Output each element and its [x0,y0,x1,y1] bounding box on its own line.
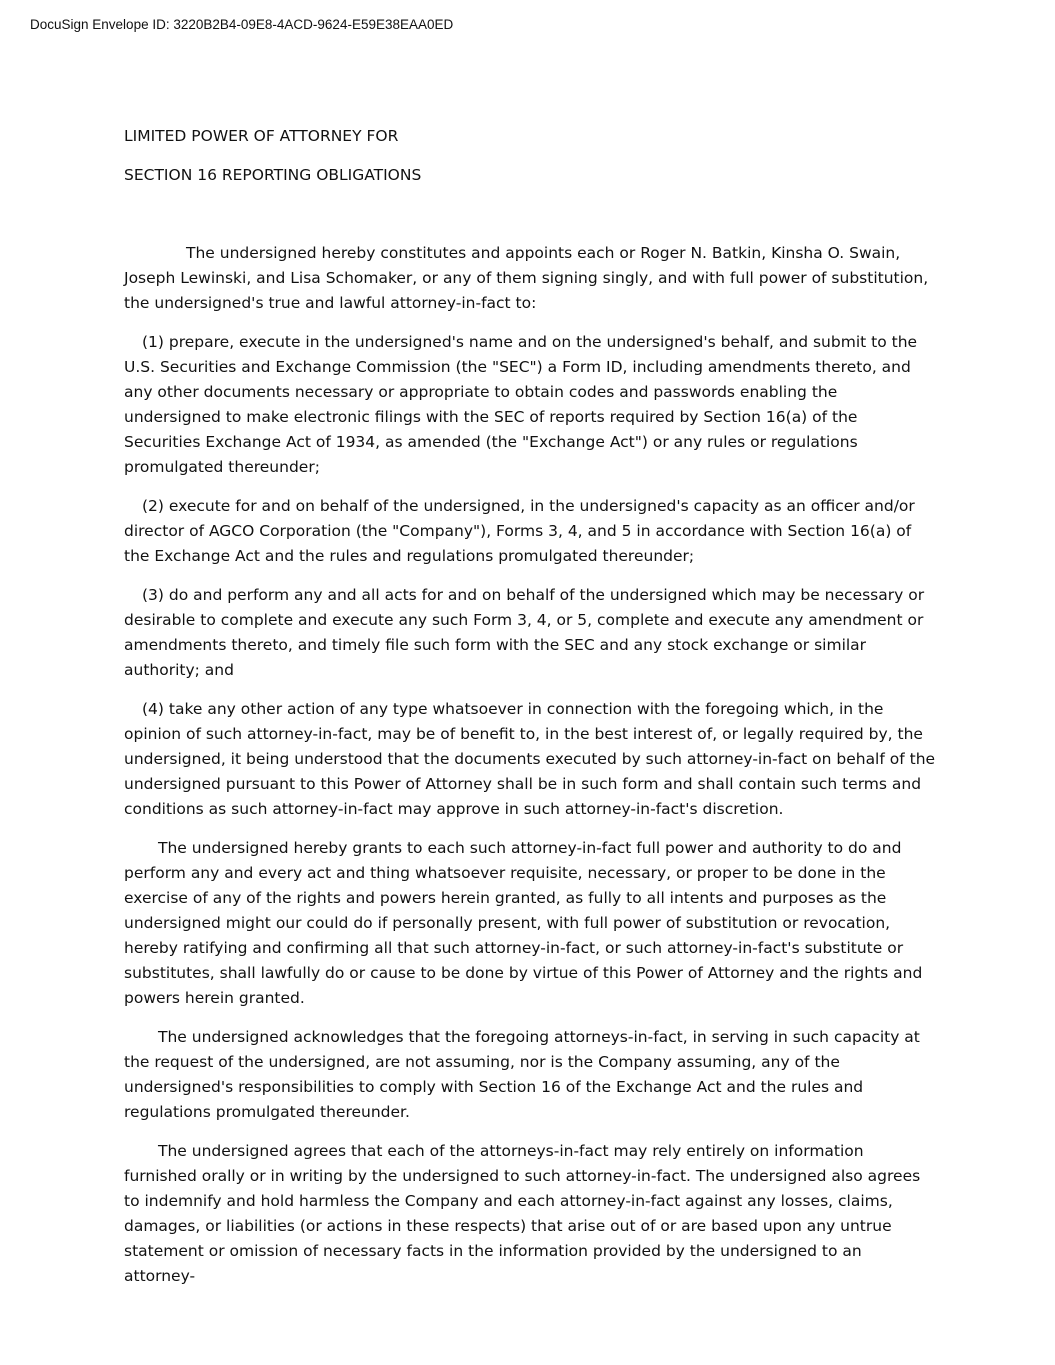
clause-4-paragraph: (4) take any other action of any type whatsoever in connection with the foregoing which, in the opinion of such attorney-in-fact, may be of benefit to, in the best interest of, or legally required by, the undersigned, it being understood that the documents executed by such attorney-in-fact on behalf of the undersigned pursuant to this Power of Attorney shall be in such form and shall contain such terms and conditions as such attorney-in-fact may approve in such attorney-in-fact's discretion. [124,700,936,818]
clause-2-paragraph: (2) execute for and on behalf of the undersigned, in the undersigned's capacity as an officer and/or director of AGCO Corporation (the "Company"), Forms 3, 4, and 5 in accordance with Section 16(a) of the Exchange Act and the rules and regulations promulgated thereunder; [124,497,915,565]
acknowledgement-paragraph: The undersigned acknowledges that the foregoing attorneys-in-fact, in serving in such capacity at the request of the undersigned, are not assuming, nor is the Company assuming, any of the undersigned's responsibilities to comply with Section 16 of the Exchange Act and the rules and regulations promulgated thereunder. [124,1028,920,1121]
grant-of-authority-paragraph: The undersigned hereby grants to each such attorney-in-fact full power and authority to do and perform any and every act and thing whatsoever requisite, necessary, or proper to be done in the exercise of any of the rights and powers herein granted, as fully to all intents and purposes as the undersigned might our could do if personally present, with full power of substitution or revocation, hereby ratifying and confirming all that such attorney-in-fact, or such attorney-in-fact's substitute or substitutes, shall lawfully do or cause to be done by virtue of this Power of Attorney and the rights and powers herein granted. [124,839,923,1007]
document-body [124,124,936,1289]
clause-1-paragraph: (1) prepare, execute in the undersigned's name and on the undersigned's behalf, and submit to the U.S. Securities and Exchange Commission (the "SEC") a Form ID, including amendments thereto, and any other documents necessary or appropriate to obtain codes and passwords enabling the undersigned to make electronic filings with the SEC of reports required by Section 16(a) of the Securities Exchange Act of 1934, as amended (the "Exchange Act") or any rules or regulations promulgated thereunder; [124,333,918,476]
document-title-line-1: LIMITED POWER OF ATTORNEY FOR [124,127,399,145]
clause-3-paragraph: (3) do and perform any and all acts for and on behalf of the undersigned which may be necessary or desirable to complete and execute any such Form 3, 4, or 5, complete and execute any amendment or amendments thereto, and timely file such form with the SEC and any stock exchange or similar authority; and [124,586,925,679]
indemnification-paragraph: The undersigned agrees that each of the attorneys-in-fact may rely entirely on information furnished orally or in writing by the undersigned to such attorney-in-fact. The undersigned also agrees to indemnify and hold harmless the Company and each attorney-in-fact against any losses, claims, damages, or liabilities (or actions in these respects) that arise out of or are based upon any untrue statement or omission of necessary facts in the information provided by the undersigned to an attorney- [124,1142,921,1285]
document-title-line-2: SECTION 16 REPORTING OBLIGATIONS [124,166,422,184]
appointment-paragraph: The undersigned hereby constitutes and appoints each or Roger N. Batkin, Kinsha O. Swain, Joseph Lewinski, and Lisa Schomaker, or any of them signing singly, and with full power of substitution, the undersigned's true and lawful attorney-in-fact to: [124,244,929,312]
docusign-envelope-id: DocuSign Envelope ID: 3220B2B4-09E8-4ACD-9624-E59E38EAA0ED [30,17,454,32]
